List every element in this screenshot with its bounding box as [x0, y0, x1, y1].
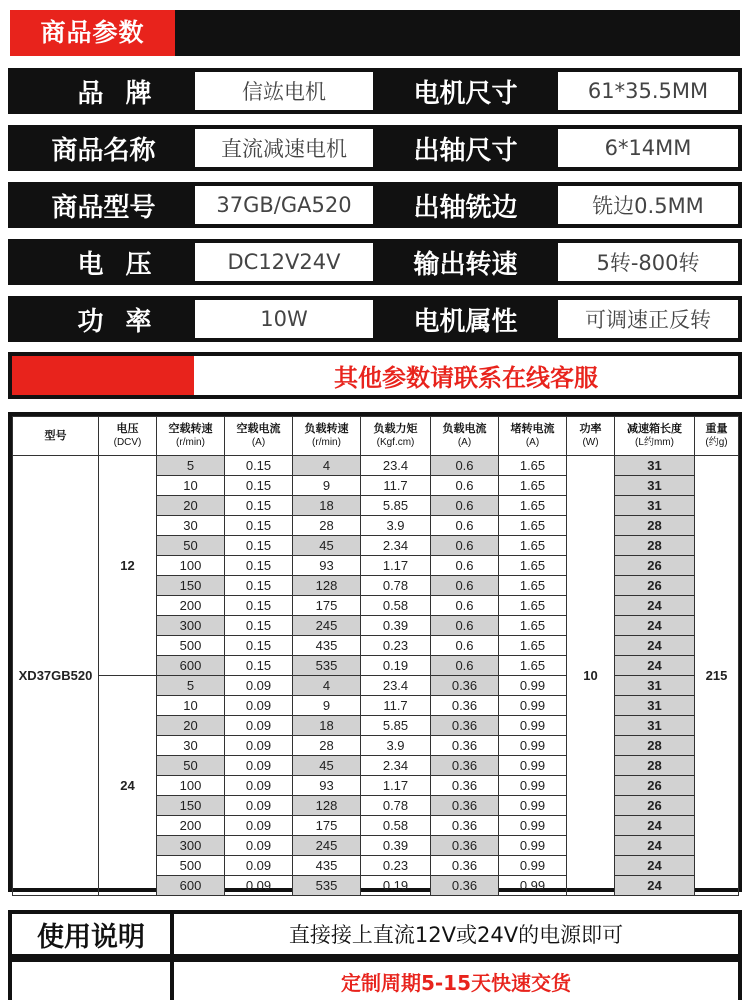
table-cell: 0.23: [361, 636, 431, 656]
table-cell: 0.36: [431, 716, 499, 736]
table-cell: 0.09: [225, 736, 293, 756]
table-cell: 0.78: [361, 576, 431, 596]
table-cell: 30: [157, 516, 225, 536]
table-cell: 1.65: [499, 636, 567, 656]
table-cell: 11.7: [361, 476, 431, 496]
table-row: [13, 676, 739, 696]
table-cell: 0.99: [499, 756, 567, 776]
column-title: 型号: [44, 430, 67, 442]
table-cell: 0.15: [225, 576, 293, 596]
column-header: [499, 417, 567, 456]
table-cell: 150: [157, 796, 225, 816]
table-cell: 0.6: [431, 556, 499, 576]
weight-cell: 215: [695, 456, 739, 896]
table-cell: 31: [615, 676, 695, 696]
table-cell: 0.15: [225, 556, 293, 576]
param-value: 信竑电机: [195, 72, 373, 110]
column-title: 减速箱长度: [627, 423, 682, 435]
table-cell: 31: [615, 696, 695, 716]
table-cell: 0.6: [431, 496, 499, 516]
param-row: [8, 125, 742, 171]
spec-table: [12, 416, 739, 896]
table-cell: 0.99: [499, 696, 567, 716]
table-cell: 0.36: [431, 876, 499, 896]
table-cell: 200: [157, 816, 225, 836]
table-cell: 1.65: [499, 656, 567, 676]
table-cell: 0.09: [225, 836, 293, 856]
table-cell: 1.65: [499, 576, 567, 596]
param-row: [8, 296, 742, 342]
table-cell: 0.6: [431, 536, 499, 556]
table-cell: 0.09: [225, 856, 293, 876]
table-cell: 500: [157, 856, 225, 876]
table-cell: 28: [615, 736, 695, 756]
column-unit: (r/min): [176, 437, 205, 448]
table-cell: 2.34: [361, 756, 431, 776]
column-unit: (W): [582, 437, 599, 448]
table-cell: 0.15: [225, 536, 293, 556]
table-cell: 24: [615, 836, 695, 856]
table-cell: 0.58: [361, 596, 431, 616]
table-cell: 175: [293, 816, 361, 836]
table-cell: 1.65: [499, 476, 567, 496]
table-cell: 300: [157, 836, 225, 856]
table-cell: 24: [615, 856, 695, 876]
table-cell: 0.36: [431, 856, 499, 876]
table-cell: 3.9: [361, 736, 431, 756]
param-label: 品牌: [77, 78, 174, 109]
usage-text: 直接接上直流12V或24V的电源即可: [174, 914, 738, 954]
table-cell: 128: [293, 576, 361, 596]
column-header: [615, 417, 695, 456]
table-cell: 0.78: [361, 796, 431, 816]
table-cell: 18: [293, 716, 361, 736]
table-cell: 0.6: [431, 596, 499, 616]
table-cell: 30: [157, 736, 225, 756]
table-cell: 28: [615, 516, 695, 536]
param-row: [8, 239, 742, 285]
table-cell: 26: [615, 556, 695, 576]
table-cell: 1.17: [361, 776, 431, 796]
param-value: 37GB/GA520: [195, 186, 373, 224]
column-title: 堵转电流: [510, 423, 555, 435]
usage-label: 使用说明: [12, 914, 170, 954]
table-cell: 24: [615, 656, 695, 676]
table-cell: 0.99: [499, 856, 567, 876]
column-header: [361, 417, 431, 456]
column-unit: (A): [457, 437, 472, 448]
table-cell: 31: [615, 496, 695, 516]
table-cell: 93: [293, 556, 361, 576]
note-accent: [12, 356, 194, 395]
table-cell: 1.65: [499, 496, 567, 516]
table-cell: 0.99: [499, 876, 567, 896]
column-title: 空载电流: [236, 423, 281, 435]
param-value: DC12V24V: [195, 243, 373, 281]
param-label: 输出转速: [413, 249, 518, 280]
column-header: [99, 417, 157, 456]
table-cell: 0.19: [361, 656, 431, 676]
table-cell: 4: [293, 456, 361, 476]
table-cell: 26: [615, 576, 695, 596]
table-cell: 93: [293, 776, 361, 796]
param-label: 商品名称: [51, 135, 156, 166]
table-cell: 0.09: [225, 676, 293, 696]
param-value: 可调速正反转: [558, 300, 738, 338]
column-header: [225, 417, 293, 456]
custom-note: 定制周期5-15天快速交货: [174, 962, 738, 1000]
table-cell: 535: [293, 656, 361, 676]
table-cell: 500: [157, 636, 225, 656]
param-value: 61*35.5MM: [558, 72, 738, 110]
table-cell: 24: [615, 816, 695, 836]
param-value: 直流减速电机: [195, 129, 373, 167]
param-label: 出轴铣边: [413, 192, 518, 223]
table-cell: 200: [157, 596, 225, 616]
table-cell: 28: [615, 756, 695, 776]
table-cell: 100: [157, 556, 225, 576]
table-cell: 0.36: [431, 776, 499, 796]
column-title: 电压: [116, 423, 139, 435]
column-unit: (Kgf.cm): [376, 437, 415, 448]
table-cell: 435: [293, 636, 361, 656]
param-label: 电压: [77, 249, 174, 280]
table-cell: 1.65: [499, 556, 567, 576]
table-cell: 0.15: [225, 516, 293, 536]
table-cell: 0.09: [225, 696, 293, 716]
table-cell: 0.6: [431, 516, 499, 536]
column-title: 空载转速: [168, 423, 213, 435]
column-unit: (r/min): [312, 437, 341, 448]
table-cell: 535: [293, 876, 361, 896]
spec-header-row: [13, 417, 739, 456]
param-label: 电机尺寸: [413, 78, 518, 109]
table-cell: 31: [615, 456, 695, 476]
column-header: [157, 417, 225, 456]
table-cell: 0.36: [431, 756, 499, 776]
column-unit: (DCV): [113, 437, 142, 448]
table-row: [13, 456, 739, 476]
model-cell: XD37GB520: [13, 456, 99, 896]
voltage-cell: 12: [99, 456, 157, 676]
table-cell: 20: [157, 496, 225, 516]
table-cell: 1.65: [499, 456, 567, 476]
table-cell: 0.36: [431, 676, 499, 696]
table-cell: 0.39: [361, 616, 431, 636]
param-value: 10W: [195, 300, 373, 338]
column-header: [695, 417, 739, 456]
column-header: [567, 417, 615, 456]
table-cell: 24: [615, 876, 695, 896]
table-cell: 0.99: [499, 796, 567, 816]
table-cell: 26: [615, 796, 695, 816]
table-cell: 9: [293, 476, 361, 496]
table-cell: 0.09: [225, 796, 293, 816]
column-unit: (约g): [705, 437, 728, 448]
table-cell: 0.09: [225, 716, 293, 736]
table-cell: 0.99: [499, 776, 567, 796]
table-cell: 10: [157, 476, 225, 496]
table-cell: 31: [615, 476, 695, 496]
table-cell: 0.6: [431, 636, 499, 656]
section-title: 商品参数: [10, 10, 175, 56]
column-header: [293, 417, 361, 456]
table-cell: 300: [157, 616, 225, 636]
table-cell: 5.85: [361, 716, 431, 736]
table-cell: 0.23: [361, 856, 431, 876]
table-cell: 3.9: [361, 516, 431, 536]
table-cell: 50: [157, 756, 225, 776]
table-cell: 45: [293, 756, 361, 776]
table-cell: 23.4: [361, 456, 431, 476]
param-value: 铣边0.5MM: [558, 186, 738, 224]
power-cell: 10: [567, 456, 615, 896]
table-cell: 0.6: [431, 476, 499, 496]
table-cell: 5.85: [361, 496, 431, 516]
column-header: [13, 417, 99, 456]
table-cell: 0.09: [225, 756, 293, 776]
table-cell: 0.36: [431, 816, 499, 836]
table-cell: 0.09: [225, 876, 293, 896]
param-label: 功率: [77, 306, 174, 337]
table-cell: 26: [615, 776, 695, 796]
table-cell: 0.58: [361, 816, 431, 836]
table-cell: 24: [615, 636, 695, 656]
table-cell: 45: [293, 536, 361, 556]
column-header: [431, 417, 499, 456]
table-cell: 0.36: [431, 736, 499, 756]
table-cell: 245: [293, 836, 361, 856]
table-cell: 150: [157, 576, 225, 596]
table-cell: 0.99: [499, 836, 567, 856]
table-cell: 0.15: [225, 456, 293, 476]
table-cell: 0.39: [361, 836, 431, 856]
other-params-note: 其他参数请联系在线客服: [194, 356, 738, 395]
column-title: 负载力矩: [373, 423, 418, 435]
table-cell: 0.6: [431, 656, 499, 676]
param-row: [8, 182, 742, 228]
header-bar: [175, 10, 740, 56]
table-cell: 0.99: [499, 676, 567, 696]
table-cell: 28: [293, 736, 361, 756]
table-cell: 31: [615, 716, 695, 736]
table-cell: 175: [293, 596, 361, 616]
table-cell: 0.36: [431, 836, 499, 856]
table-cell: 0.15: [225, 616, 293, 636]
table-cell: 1.65: [499, 516, 567, 536]
table-cell: 20: [157, 716, 225, 736]
table-cell: 0.99: [499, 816, 567, 836]
table-cell: 0.09: [225, 776, 293, 796]
table-cell: 245: [293, 616, 361, 636]
column-unit: (L约mm): [635, 437, 674, 448]
table-cell: 4: [293, 676, 361, 696]
table-cell: 1.65: [499, 616, 567, 636]
table-cell: 0.99: [499, 736, 567, 756]
table-cell: 28: [615, 536, 695, 556]
table-cell: 11.7: [361, 696, 431, 716]
table-cell: 0.15: [225, 596, 293, 616]
table-cell: 1.17: [361, 556, 431, 576]
table-cell: 0.15: [225, 476, 293, 496]
table-cell: 18: [293, 496, 361, 516]
table-cell: 0.09: [225, 816, 293, 836]
voltage-cell: 24: [99, 676, 157, 896]
table-cell: 128: [293, 796, 361, 816]
table-cell: 2.34: [361, 536, 431, 556]
param-label: 出轴尺寸: [413, 135, 518, 166]
table-cell: 50: [157, 536, 225, 556]
table-cell: 24: [615, 596, 695, 616]
table-cell: 100: [157, 776, 225, 796]
table-cell: 600: [157, 656, 225, 676]
table-cell: 0.19: [361, 876, 431, 896]
param-row: [8, 68, 742, 114]
column-title: 功率: [579, 423, 602, 435]
table-cell: 0.15: [225, 656, 293, 676]
param-label: 电机属性: [413, 306, 518, 337]
column-title: 负载电流: [442, 423, 487, 435]
table-cell: 28: [293, 516, 361, 536]
param-value: 5转-800转: [558, 243, 738, 281]
table-cell: 0.15: [225, 496, 293, 516]
table-cell: 24: [615, 616, 695, 636]
table-cell: 0.6: [431, 616, 499, 636]
table-cell: 0.36: [431, 796, 499, 816]
table-cell: 5: [157, 676, 225, 696]
table-cell: 0.6: [431, 456, 499, 476]
table-cell: 0.15: [225, 636, 293, 656]
table-cell: 23.4: [361, 676, 431, 696]
table-cell: 0.6: [431, 576, 499, 596]
table-cell: 5: [157, 456, 225, 476]
column-unit: (A): [251, 437, 266, 448]
column-title: 负载转速: [304, 423, 349, 435]
table-cell: 0.99: [499, 716, 567, 736]
custom-label-cell: [12, 962, 170, 1000]
table-cell: 0.36: [431, 696, 499, 716]
param-value: 6*14MM: [558, 129, 738, 167]
table-cell: 600: [157, 876, 225, 896]
table-cell: 1.65: [499, 536, 567, 556]
column-unit: (A): [525, 437, 540, 448]
param-label: 商品型号: [51, 192, 156, 223]
table-cell: 435: [293, 856, 361, 876]
table-cell: 1.65: [499, 596, 567, 616]
table-cell: 9: [293, 696, 361, 716]
table-cell: 10: [157, 696, 225, 716]
column-title: 重量: [705, 423, 728, 435]
